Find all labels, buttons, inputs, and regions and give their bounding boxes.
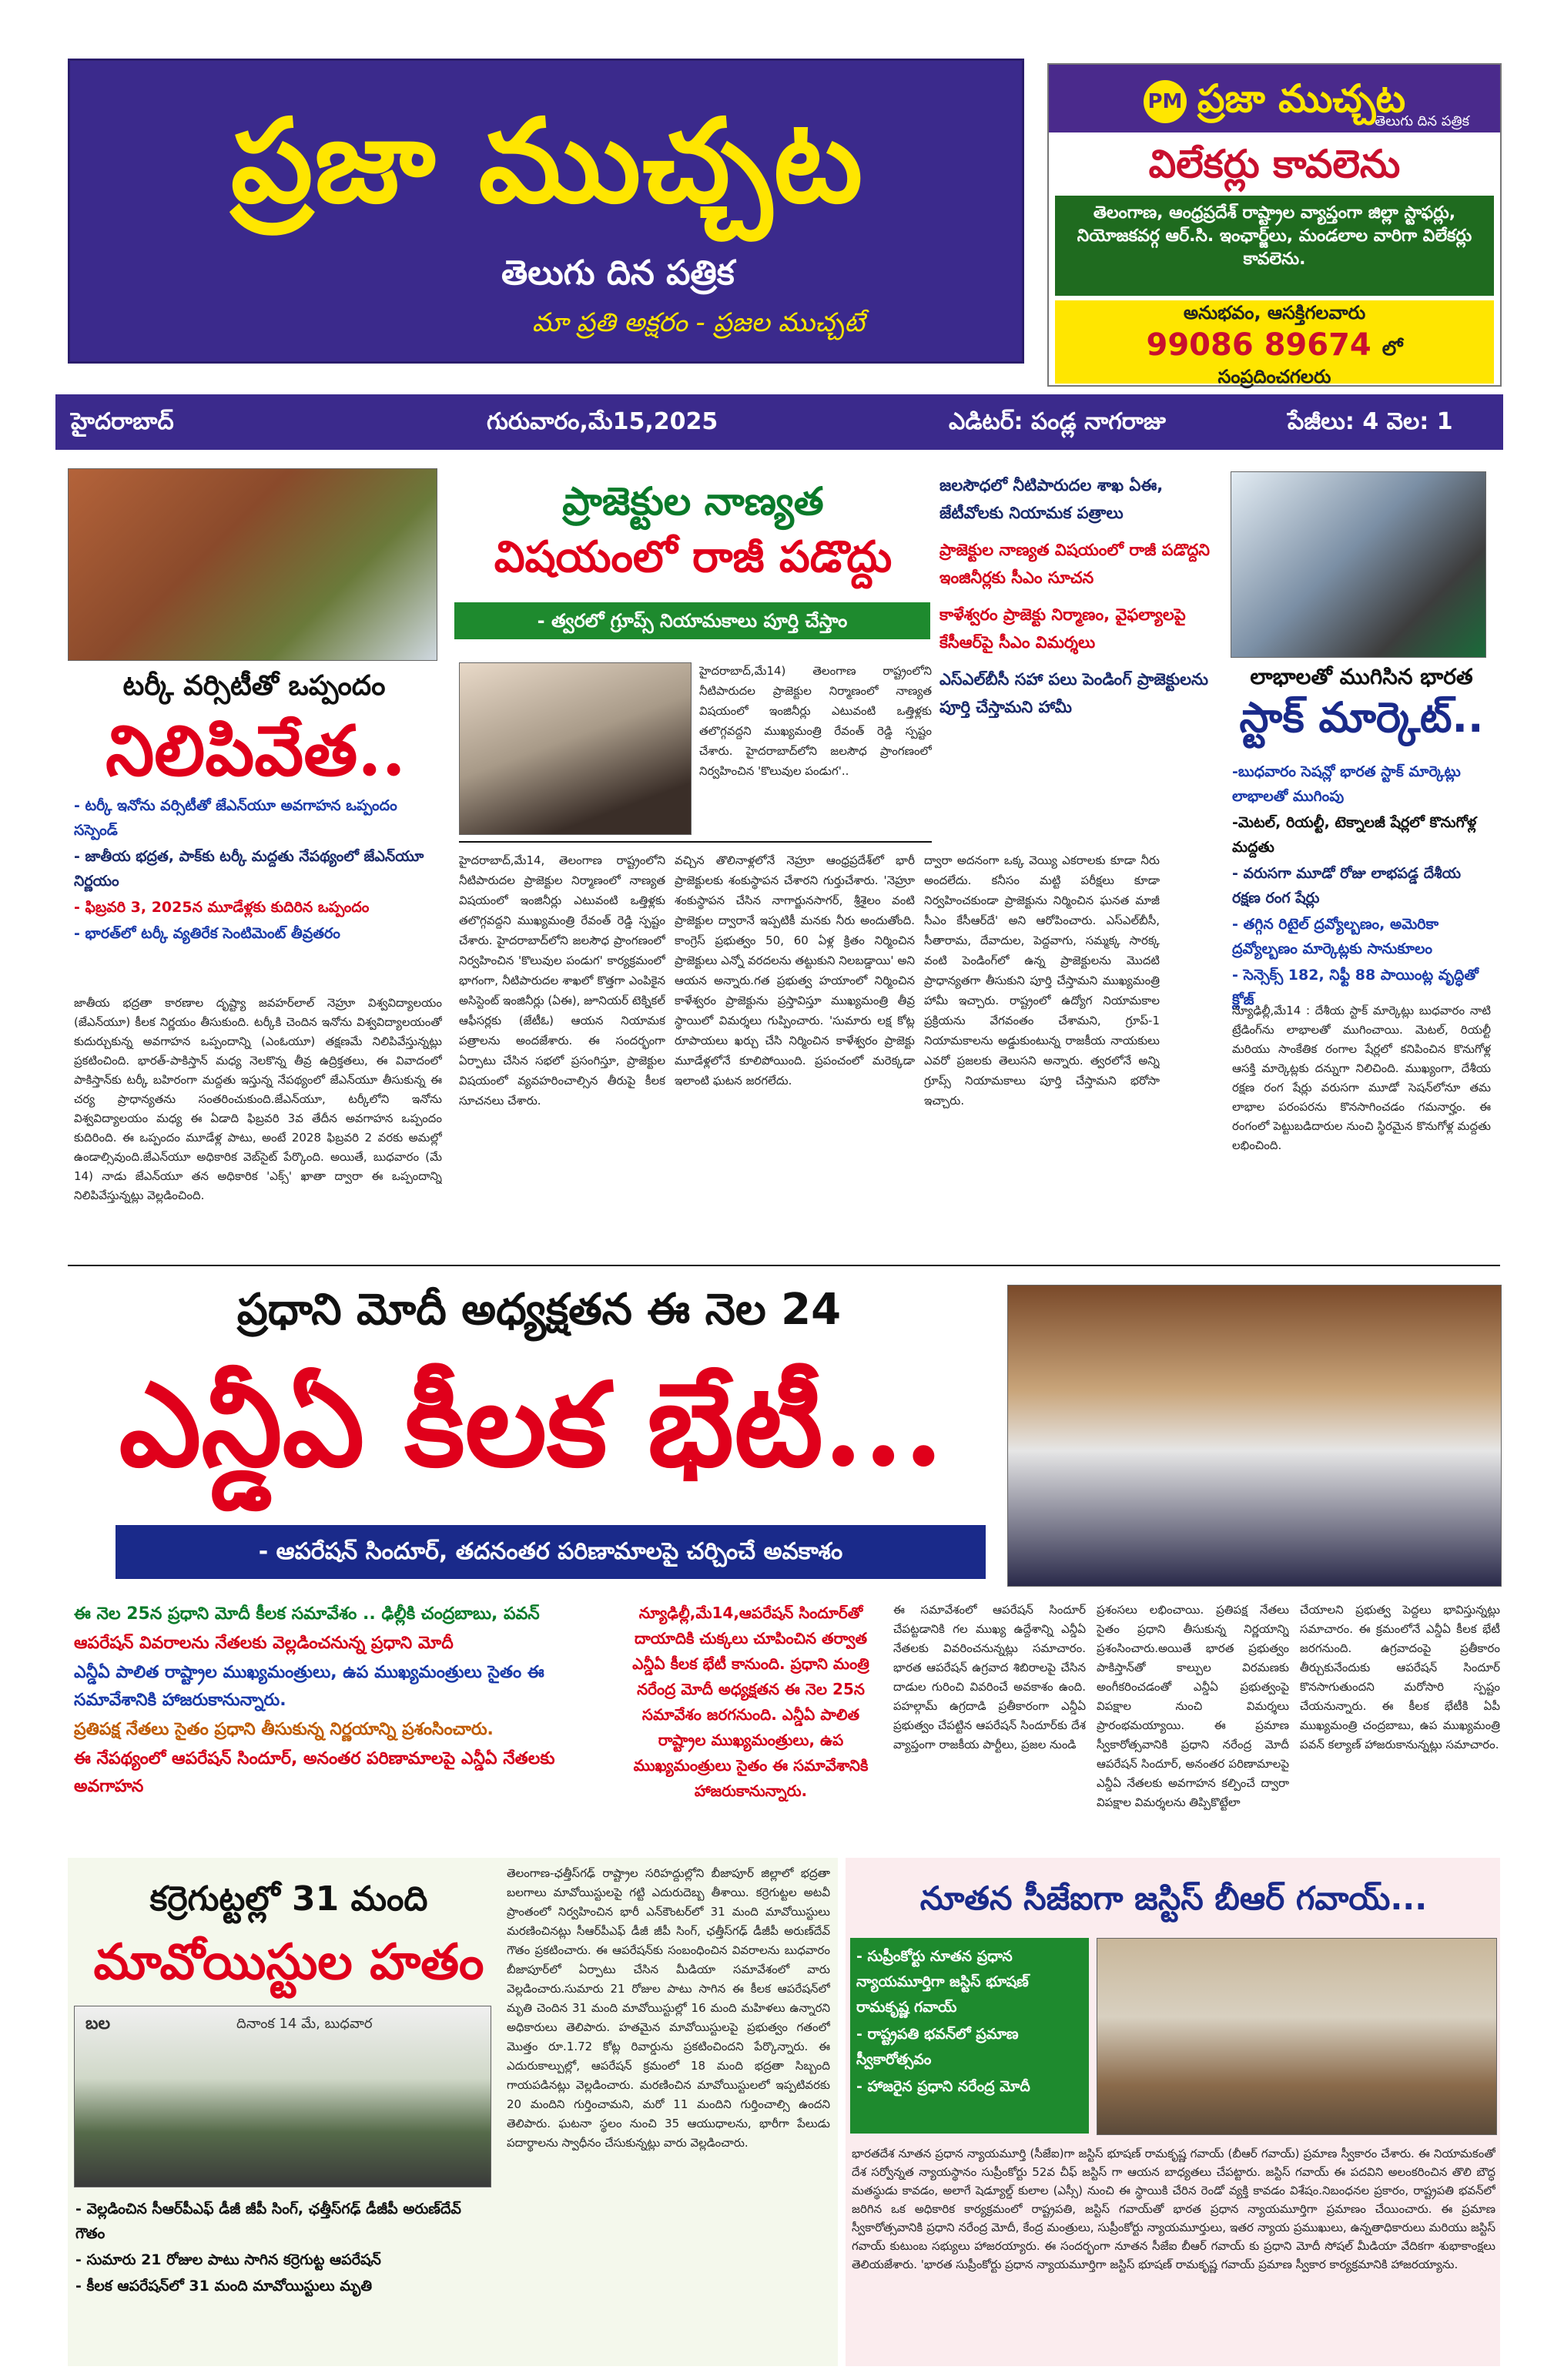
turkey-bullet: - జాతీయ భద్రత, పాక్‌కు టర్కీ మద్దతు నేపథ్యంలో జేఎన్‌యూ నిర్ణయం: [74, 848, 424, 890]
turkey-body: జాతీయ భద్రతా కారణాల దృష్ట్యా జవహర్‌లాల్ నెహ్రూ విశ్వవిద్యాలయం (జేఎన్‌యూ) కీలక నిర్ణయం తీసుకుంది. టర్కీకి చెందిన ఇనోను విశ్వవిద్యాలయంతో కుదుర్చుకున్న అవగాహన ఒప్పందాన్ని (ఎంఓయూ) తక్షణమే నిలిపివేస్తున్నట్లు ప్రకటించింది. భారత్-పాకిస్తాన్ మధ్య నెలకొన్న తీవ్ర ఉద్రిక్తతలు, ఈ వివాదంలో పాకిస్తాన్‌కు టర్కీ బహిరంగా మద్దతు ఇస్తున్న నేపథ్యంలో జేఎన్‌యూ తీసుకున్న ఈ చర్య ప్రాధాన్యతను సంతరించుకుంది.జేఎన్‌యూ, టర్కీలోని ఇనోను విశ్వవిద్యాలయం మధ్య ఈ ఏడాది ఫిబ్రవరి 3వ తేదీన అవగాహన ఒప్పందం కుదిరింది. ఈ ఒప్పందం మూడేళ్ల పాటు, అంటే 2028 ఫిబ్రవరి 2 వరకు అమల్లో ఉండాల్సివుంది.జేఎన్‌యూ అధికారిక వెబ్‌సైట్ పేర్కొంది. అయితే, బుధవారం (మే 14) నాడు జేఎన్‌యూ తన అధికారిక 'ఎక్స్' ఖాతా ద్వారా ఈ ఒప్పందాన్ని నిలిపివేస్తున్నట్లు వెల్లడించింది.: [74, 996, 442, 1202]
stock-bullet: -మెటల్, రియల్టీ, టెక్నాలజీ షేర్లలో కొనుగోళ్ల మద్దతు: [1232, 814, 1477, 856]
ad-brand-bar: [1049, 65, 1500, 132]
nda-bullets: [74, 1601, 605, 1802]
dateline-pages: పేజీలు: 4 వెల: 1: [1288, 408, 1453, 435]
cji-ceremony-photo: [1097, 1938, 1497, 2135]
turkey-headline: నిలిపివేత..: [105, 710, 406, 792]
nda-kicker: ప్రధాని మోదీ అధ్యక్షతన ఈ నెల 24: [236, 1285, 842, 1335]
photo-date-text: దినాంక 14 మే, బుధవార: [236, 2016, 373, 2032]
projects-divider: [459, 841, 932, 843]
ad-brand: ప్రజా ముచ్చట: [1197, 76, 1406, 121]
projects-point: ఎస్ఎల్‌బీసీ సహా పలు పెండింగ్ ప్రాజెక్టులను పూర్తి చేస్తామని హామీ: [939, 670, 1209, 716]
maoist-bullets: [75, 2197, 491, 2300]
maoist-body: తెలంగాణ-ఛత్తీస్‌గఢ్ రాష్ట్రాల సరిహద్దుల్లోని బీజాపూర్ జిల్లాలో భద్రతా బలగాలు మావోయిస్టులపై గట్టి ఎదురుదెబ్బ తీశాయి. కర్రెగుట్టల అటవీ ప్రాంతంలో నిర్వహించిన భారీ ఎన్‌కౌంటర్‌లో 31 మంది మావోయిస్టులు మరణించినట్లు సీఆర్‌పీఎఫ్ డీజీ జీపీ సింగ్, ఛత్తీస్‌గఢ్ డీజీపీ అరుణ్‌దేవ్ గౌతం ప్రకటించారు. ఈ ఆపరేషన్‌కు సంబంధించిన వివరాలను బుధవారం బీజాపూర్‌లో ఏర్పాటు చేసిన మీడియా సమావేశంలో వారు వెల్లడించారు.సుమారు 21 రోజుల పాటు సాగిన ఈ కీలక ఆపరేషన్‌లో మృతి చెందిన 31 మంది మావోయిస్టుల్లో 16 మంది మహిళలు ఉన్నారని అధికారులు తెలిపారు. హతమైన మావోయిస్టులపై ప్రభుత్వం గతంలో మొత్తం రూ.1.72 కోట్ల రివార్డును ప్రకటించిందని పేర్కొన్నారు. ఈ ఎదురుకాల్పుల్లో, ఆపరేషన్ క్రమంలో 18 మంది భద్రతా సిబ్బంది గాయపడినట్లు వెల్లడించారు. మరణించిన మావోయిస్టులలో ఇప్పటివరకు 20 మందిని గుర్తించామని, మరో 11 మందిని గుర్తించాల్సి ఉందని తెలిపారు. ఘటనా స్థలం నుంచి 35 ఆయుధాలను, భారీగా పేలుడు పదార్థాలను స్వాధీనం చేసుకున్నట్లు వారు వెల్లడించారు.: [507, 1866, 830, 2150]
newspaper-tagline: మా ప్రతి అక్షరం - ప్రజల ముచ్చటే: [532, 307, 865, 338]
projects-lead: హైదరాబాద్,మే14) తెలంగాణ రాష్ట్రంలోని నీటిపారుదల ప్రాజెక్టుల నిర్మాణంలో నాణ్యత విషయంలో ఇంజినీర్లు ఎటువంటి ఒత్తిళ్లకు తలొగ్గవద్దని ముఖ్యమంత్రి రేవంత్ రెడ్డి స్పష్టం చేశారు. హైదరాబాద్‌లోని జలసౌధ ప్రాంగణంలో నిర్వహించిన 'కొలువుల పండుగ'..: [699, 664, 932, 778]
maoist-press-photo: [74, 2006, 491, 2187]
ad-experience: అనుభవం, ఆసక్తిగలవారు: [1183, 302, 1366, 323]
turkey-bullet: - టర్కీ ఇనోను వర్సిటీతో జేఎన్‌యూ అవగాహన ఒప్పందం సస్పెండ్: [74, 797, 397, 839]
projects-point: ప్రాజెక్టుల నాణ్యత విషయంలో రాజీ పడొద్దని ఇంజినీర్లకు సీఎం సూచన: [939, 541, 1211, 587]
reporters-wanted-ad: [1047, 63, 1502, 387]
stock-bull-photo: [1231, 471, 1486, 658]
section-divider: [68, 1265, 1500, 1266]
photo-banner-text: బల: [85, 2014, 111, 2033]
newspaper-subtitle: తెలుగు దిన పత్రిక: [501, 253, 735, 293]
nda-col1: ఈ సమావేశంలో ఆపరేషన్ సిందూర్ చేపట్టడానికి గల ముఖ్య ఉద్దేశాన్ని ఎన్డీఏ నేతలకు వివరించనున్నట్లు సమాచారం. భారత ఆపరేషన్ ఉగ్రవాద శిబిరాలపై చేసిన దాడుల గురించి వివరించే అవకాశం ఉంది. పహల్గామ్ ఉగ్రదాడి ప్రతీకారంగా ఎన్డీఏ ప్రభుత్వం చేపట్టిన ఆపరేషన్ సిందూర్‌కు దేశ వ్యాప్తంగా రాజకీయ పార్టీలు, ప్రజల నుండి: [893, 1603, 1086, 1751]
maoist-bullet: - వెల్లడించిన సీఆర్‌పీఎఫ్ డీజీ జీపీ సింగ్, ఛత్తీస్‌గఢ్ డీజీపీ అరుణ్‌దేవ్ గౌతం: [75, 2201, 461, 2242]
maoist-bullet: - కీలక ఆపరేషన్‌లో 31 మంది మావోయిస్టులు మృతి: [75, 2278, 373, 2295]
stock-kicker: లాభాలతో ముగిసిన భారత: [1250, 664, 1473, 689]
dateline-bar: [55, 394, 1503, 450]
ad-contact-box: [1055, 300, 1494, 387]
stock-bullet: - వరుసగా మూడో రోజు లాభపడ్డ దేశీయ రక్షణ రంగ షేర్లు: [1232, 865, 1462, 907]
stock-headline: స్టాక్ మార్కెట్..: [1239, 693, 1484, 742]
stock-bullet: -బుధవారం సెషన్లో భారత స్టాక్ మార్కెట్లు లాభాలతో ముగింపు: [1232, 763, 1461, 805]
projects-points: [939, 471, 1217, 722]
ad-phone-suffix: లో: [1382, 337, 1403, 360]
masthead: [68, 59, 1024, 364]
dateline-editor: ఎడిటర్: పండ్ల నాగరాజు: [949, 408, 1166, 435]
modi-photo: [1007, 1285, 1502, 1587]
turkey-bullets: [74, 793, 444, 947]
turkey-bullet: - ఫిబ్రవరి 3, 2025న మూడేళ్లకు కుదిరిన ఒప్పందం: [74, 899, 370, 916]
ad-phone[interactable]: 99086 89674: [1146, 327, 1371, 363]
cji-bullet: - రాష్ట్రపతి భవన్‌లో ప్రమాణ స్వీకారోత్సవం: [856, 2026, 1019, 2068]
ad-headline: విలేకర్లు కావలెను: [1148, 142, 1401, 186]
maoist-headline: మావోయిస్టుల హతం: [93, 1933, 484, 1991]
cji-bullet: - హాజరైన ప్రధాని నరేంద్ర మోదీ: [856, 2078, 1030, 2095]
maoist-kicker: కర్రెగుట్టల్లో 31 మంది: [149, 1879, 428, 1919]
nda-bullet: ఈ నెల 25న ప్రధాని మోదీ కీలక సమావేశం .. ఢిల్లీకి చంద్రబాబు, పవన్: [74, 1604, 540, 1624]
turkey-kicker: టర్కీ వర్సిటీతో ఒప్పందం: [122, 670, 386, 702]
nda-bullet: ప్రతిపక్ష నేతలు సైతం ప్రధాని తీసుకున్న నిర్ణయాన్ని ప్రశంసించారు.: [74, 1720, 494, 1739]
nda-col2: ప్రశంసలు లభించాయి. ప్రతిపక్ష నేతలు సైతం ప్రధాని తీసుకున్న నిర్ణయాన్ని ప్రశంసించారు.అయితే భారత ప్రభుత్వం పాకిస్తాన్‌తో కాల్పుల విరమణకు అంగీకరించడంతో ఎన్డీఏ ప్రభుత్వంపై విపక్షాల నుంచి విమర్శలు ప్రారంభమయ్యాయి. ఈ ప్రమాణ స్వీకారోత్సవానికి ప్రధాని నరేంద్ర మోదీ ఆపరేషన్ సిందూర్, అనంతర పరిణామాలపై ఎన్డీఏ నేతలకు అవగాహన కల్పించే ద్వారా విపక్షాల విమర్శలను తిప్పికొట్టేలా: [1097, 1603, 1289, 1809]
dateline-date: గురువారం,మే15,2025: [487, 408, 718, 435]
projects-col3: ద్వారా అదనంగా ఒక్క వెయ్యి ఎకరాలకు కూడా నీరు అందలేదు. కనీసం మట్టి పరీక్షలు కూడా నిర్వహించకుండా ప్రాజెక్టును నిర్మించిన ఘనత మాజీ సీఎం కేసీఆర్‌దే' అని ఆరోపించారు. ఎస్ఎల్‌బీసీ, సీతారామ, దేవాదుల, పెద్దవాగు, సమ్మక్క సారక్క వంటి పెండింగ్‌లో ఉన్న ప్రాజెక్టులను మొదటి ప్రాధాన్యతగా తీసుకుని పూర్తి చేస్తామని ముఖ్యమంత్రి హామీ ఇచ్చారు. రాష్ట్రంలో ఉద్యోగ నియామకాల ప్రక్రియను వేగవంతం చేశామని, గ్రూప్-1 నియామకాలను అడ్డుకుంటున్న రాజకీయ నాయకులు ఎవరో ప్రజలకు తెలుసని అన్నారు. త్వరలోనే అన్ని గ్రూప్స్ నియామకాలు పూర్తి చేస్తామని భరోసా ఇచ్చారు.: [924, 853, 1160, 1108]
nda-bullet: ఈ నేపథ్యంలో ఆపరేషన్ సిందూర్, అనంతర పరిణామాలపై ఎన్డీఏ నేతలకు అవగాహన: [74, 1749, 555, 1796]
cji-bullets: [856, 1944, 1084, 2101]
newspaper-name: ప్రజా ముచ్చట: [230, 93, 865, 229]
nda-bullet: ఎన్డీఏ పాలిత రాష్ట్రాల ముఖ్యమంత్రులు, ఉప ముఖ్యమంత్రులు సైతం ఈ సమావేశానికి హాజరుకానున్నారు.: [74, 1663, 544, 1710]
dateline-city: హైదరాబాద్: [71, 408, 174, 435]
nda-headline: ఎన్డీఏ కీలక భేటీ...: [119, 1357, 944, 1493]
pm-logo-icon: PM: [1144, 80, 1187, 123]
ad-brand-sub: తెలుగు దిన పత్రిక: [1375, 113, 1469, 129]
projects-col1: హైదరాబాద్,మే14, తెలంగాణ రాష్ట్రంలోని నీటిపారుదల ప్రాజెక్టుల నిర్మాణంలో నాణ్యత విషయంలో ఇంజినీర్లు ఎటువంటి ఒత్తిళ్లకు తలొగ్గవద్దని ముఖ్యమంత్రి రేవంత్ రెడ్డి స్పష్టం చేశారు. హైదరాబాద్‌లోని జలసౌధ ప్రాంగణంలో నిర్వహించిన 'కొలువుల పండుగ' కార్యక్రమంలో భాగంగా, నీటిపారుదల శాఖలో కొత్తగా ఎంపికైన అసిస్టెంట్ ఇంజినీర్లు (ఏఈ), జూనియర్ టెక్నికల్ ఆఫీసర్లకు (జేటీఓ) ఆయన నియామక పత్రాలను అందజేశారు. ఈ సందర్భంగా ఏర్పాటు చేసిన సభలో ప్రసంగిస్తూ, ప్రాజెక్టుల విషయంలో వ్యవహరించాల్సిన తీరుపై కీలక సూచనలు చేశారు.: [459, 853, 665, 1108]
cji-bullet: - సుప్రీంకోర్టు నూతన ప్రధాన న్యాయమూర్తిగా జస్టిస్ భూషణ్ రామకృష్ణ గవాయ్: [856, 1948, 1029, 2016]
nda-subhead: - ఆపరేషన్ సిందూర్, తదనంతర పరిణామాలపై చర్చించే అవకాశం: [116, 1525, 986, 1579]
cm-revanth-photo: [459, 662, 692, 835]
cji-headline: నూతన సీజేఐగా జస్టిస్ బీఆర్ గవాయ్...: [919, 1879, 1428, 1917]
projects-point: కాళేశ్వరం ప్రాజెక్టు నిర్మాణం, వైఫల్యాలపై కేసీఆర్‌పై సీఎం విమర్శలు: [939, 605, 1186, 652]
cji-body: భారతదేశ నూతన ప్రధాన న్యాయమూర్తి (సీజేఐ)గా జస్టిస్ భూషణ్ రామకృష్ణ గవాయ్ (బీఆర్ గవాయ్) ప్రమాణ స్వీకారం చేశారు. ఈ నియామకంతో దేశ సర్వోన్నత న్యాయస్థానం సుప్రీంకోర్టు 52వ చీఫ్ జస్టిస్ గా ఆయన బాధ్యతలు చేపట్టారు. జస్టిస్ గవాయ్ ఈ పదవిని అలంకరించిన తొలి బౌద్ధ మతస్థుడు కావడం, అలాగే షెడ్యూల్డ్ కులాల (ఎస్సీ) నుంచి ఈ స్థాయికి చేరిన రెండో వ్యక్తి కావడం విశేషం.నిబంధనల ప్రకారం, రాష్ట్రపతి భవన్‌లో జరిగిన ఒక అధికారిక కార్యక్రమంలో రాష్ట్రపతి, జస్టిస్ గవాయ్‌తో భారత ప్రధాన న్యాయమూర్తిగా ప్రమాణం చేయించారు. ఈ ప్రమాణ స్వీకారోత్సవానికి ప్రధాని నరేంద్ర మోదీ, కేంద్ర మంత్రులు, సుప్రీంకోర్టు న్యాయమూర్తులు, ఇతర న్యాయ ప్రముఖులు, ఉన్నతాధికారులు మరియు జస్టిస్ గవాయ్ కుటుంబ సభ్యులు హాజరయ్యారు. ఈ సందర్భంగా నూతన సీజేఐ బీఆర్ గవాయ్ కు ప్రధాని మోదీ సోషల్ మీడియా వేదికగా శుభాకాంక్షలు తెలియజేశారు. 'భారత సుప్రీంకోర్టు ప్రధాన న్యాయమూర్తిగా జస్టిస్ భూషణ్ రామకృష్ణ గవాయ్ ప్రమాణ స్వీకార కార్యక్రమానికి హాజరయ్యాను.: [852, 2147, 1495, 2271]
stock-body: న్యూఢిల్లీ,మే14 : దేశీయ స్టాక్ మార్కెట్లు బుధవారం నాటి ట్రేడింగ్‌ను లాభాలతో ముగించాయి. మెటల్, రియల్టీ మరియు సాంకేతిక రంగాల షేర్లలో కనిపించిన కొనుగోళ్ల ఆసక్తి మార్కెట్లకు దన్నుగా నిలిచింది. ముఖ్యంగా, దేశీయ రక్షణ రంగ షేర్లు వరుసగా మూడో సెషన్‌లోనూ తమ లాభాల పరంపరను కొనసాగించడం గమనార్హం. ఈ రంగంలో పెట్టుబడిదారుల నుంచి స్థిరమైన కొనుగోళ్ల మద్దతు లభించింది.: [1232, 1004, 1491, 1152]
nda-bullet: ఆపరేషన్ వివరాలను నేతలకు వెల్లడించనున్న ప్రధాని మోదీ: [74, 1634, 454, 1653]
ad-details: తెలంగాణ, ఆంధ్రప్రదేశ్ రాష్ట్రాల వ్యాప్తంగా జిల్లా స్టాఫర్లు, నియోజకవర్గ ఆర్.సి. ఇంఛార్జ్‌లు, మండలాల వారిగా విలేకర్లు కావలెను.: [1055, 196, 1494, 296]
nda-col3: చేయాలని ప్రభుత్వ పెద్దలు భావిస్తున్నట్లు సమాచారం. ఈ క్రమంలోనే ఎన్డీఏ కీలక భేటీ జరగనుంది. ఉగ్రవాదంపై ప్రతీకారం తీర్చుకునేందుకు ఆపరేషన్ సిందూర్ కొనసాగుతుందని మరోసారి స్పష్టం చేయనున్నారు. ఈ కీలక భేటీకి ఏపీ ముఖ్యమంత్రి చంద్రబాబు, ఉప ముఖ్యమంత్రి పవన్ కల్యాణ్ హాజరుకానున్నట్లు సమాచారం.: [1300, 1603, 1500, 1751]
stock-bullet: - సెన్సెక్స్ 182, నిఫ్టీ 88 పాయింట్ల వృద్ధితో క్లోజ్: [1232, 967, 1479, 1008]
jnu-building-photo: [68, 468, 437, 661]
stock-bullets: [1232, 759, 1494, 1014]
ad-contact-text: సంప్రదించగలరు: [1217, 366, 1331, 387]
turkey-bullet: - భారత్‌లో టర్కీ వ్యతిరేక సెంటిమెంట్ తీవ్రతరం: [74, 925, 340, 942]
projects-point: జలసౌధలో నీటిపారుదల శాఖ ఏఈ, జేటీవోలకు నియామక పత్రాలు: [939, 476, 1164, 522]
nda-lead: న్యూఢిల్లీ,మే14,ఆపరేషన్ సిందూర్‌తో దాయాదికి చుక్కలు చూపించిన తర్వాత ఎన్డీఏ కీలక భేటీ కానుంది. ప్రధాని మంత్రి నరేంద్ర మోదీ అధ్యక్షతన ఈ నెల 25న సమావేశం జరగనుంది. ఎన్డీఏ పాలిత రాష్ట్రాల ముఖ్యమంత్రులు, ఉప ముఖ్యమంత్రులు సైతం ఈ సమావేశానికి హాజరుకానున్నారు.: [632, 1604, 869, 1800]
projects-subhead: - త్వరలో గ్రూప్స్ నియామకాలు పూర్తి చేస్తాం: [454, 602, 930, 639]
projects-headline: విషయంలో రాజీ పడొద్దు: [494, 531, 893, 582]
maoist-bullet: - సుమారు 21 రోజుల పాటు సాగిన కర్రెగుట్ట ఆపరేషన్: [75, 2251, 381, 2268]
projects-kicker: ప్రాజెక్టుల నాణ్యత: [562, 479, 824, 524]
stock-bullet: - తగ్గిన రిటైల్ ద్రవ్యోల్బణం, అమెరికా ద్రవ్యోల్బణం మార్కెట్లకు సానుకూలం: [1232, 916, 1439, 957]
projects-col2: వచ్చిన తొలినాళ్లలోనే నెహ్రూ ఆంధ్రప్రదేశ్‌లో భారీ ప్రాజెక్టులకు శంకుస్థాపన చేశారని గుర్తుచేశారు. 'నెహ్రూ శంకుస్థాపన చేసిన నాగార్జునసాగర్, శ్రీశైలం వంటి ప్రాజెక్టుల ద్వారానే ఇప్పటికీ మనకు నీరు అందుతోంది. కాంగ్రెస్ ప్రభుత్వం 50, 60 ఏళ్ల క్రితం నిర్మించిన ప్రాజెక్టులు ఎన్నో వరదలను తట్టుకుని నిలబడ్డాయి' అని ఆయన అన్నారు.గత ప్రభుత్వ హయాంలో నిర్మించిన కాళేశ్వరం ప్రాజెక్టును ప్రస్తావిస్తూ ముఖ్యమంత్రి తీవ్ర స్థాయిలో విమర్శలు గుప్పించారు. 'సుమారు లక్ష కోట్ల రూపాయలు ఖర్చు చేసి నిర్మించిన కాళేశ్వరం ప్రాజెక్టు మూడేళ్లలోనే కూలిపోయింది. ప్రపంచంలో మరెక్కడా ఇలాంటి ఘటన జరగలేదు.: [675, 853, 915, 1088]
